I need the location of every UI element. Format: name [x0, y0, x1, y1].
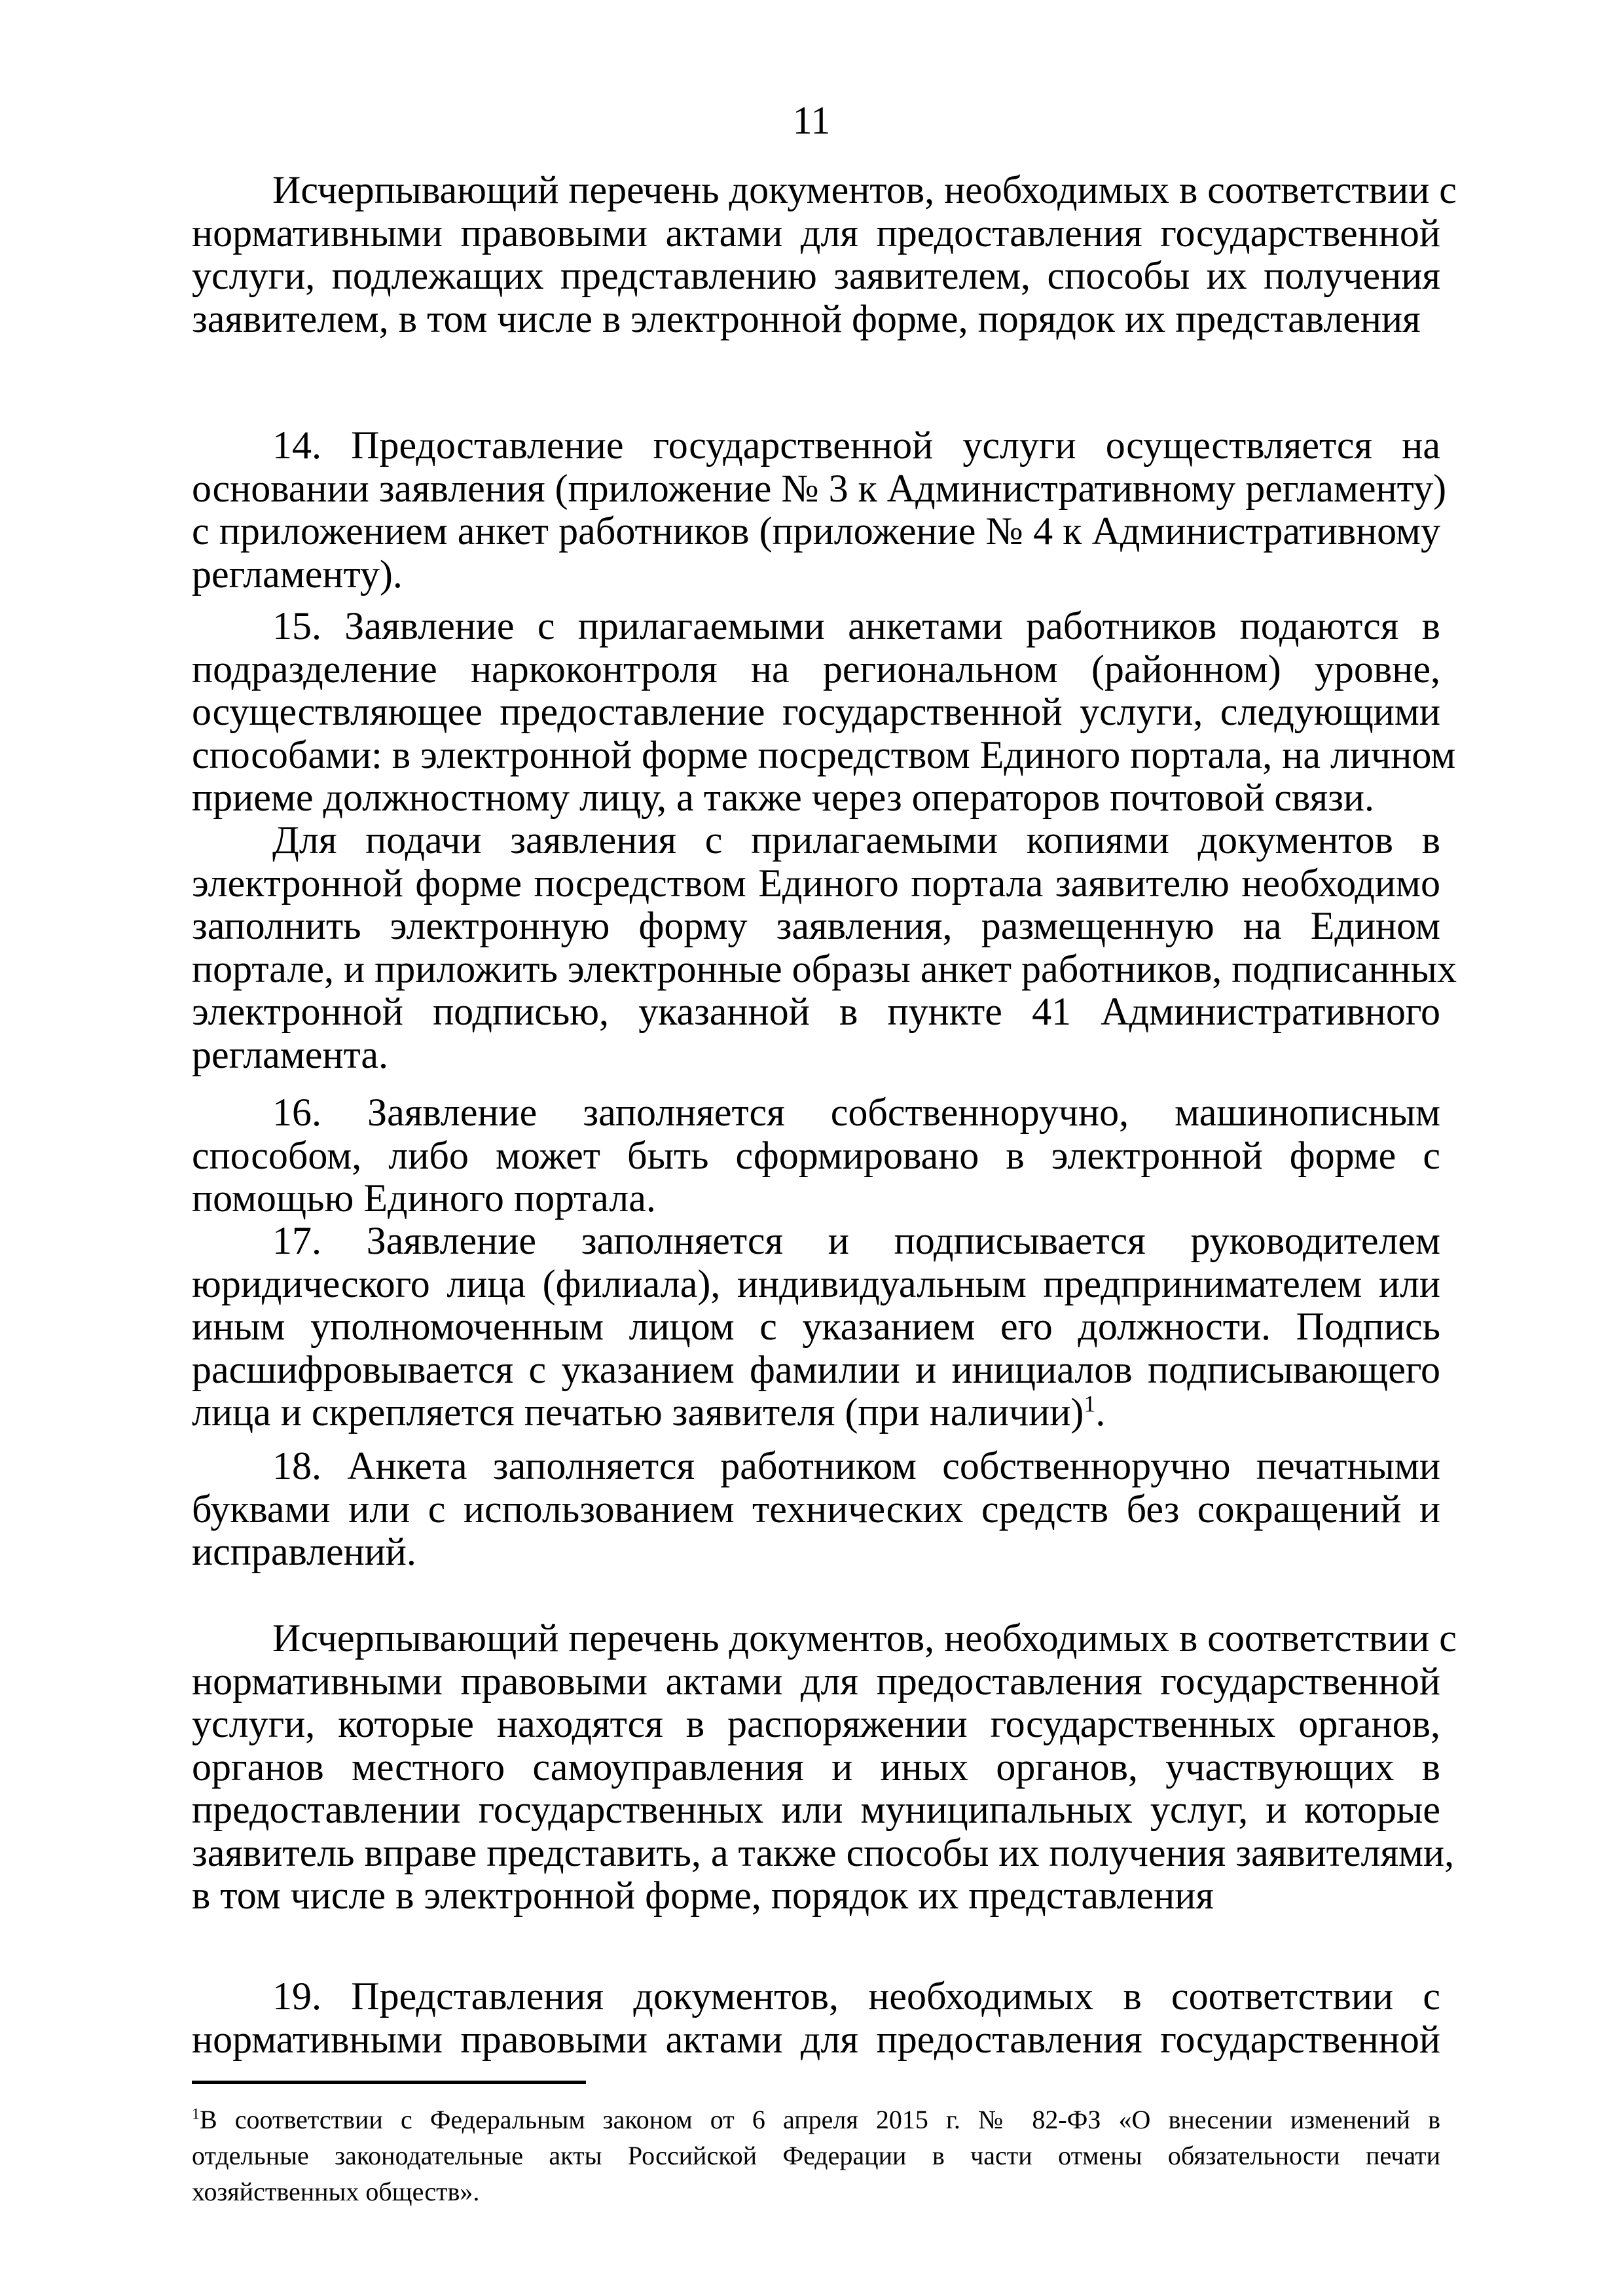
- line-text: электронной форме посредством Единого портала заявителю необходимо: [192, 861, 1440, 905]
- line-text: электронной подписью, указанной в пункте 41 Административного: [192, 990, 1440, 1033]
- text-line: [192, 1305, 1440, 1349]
- paragraph-15: [192, 604, 1456, 820]
- text-line: [192, 819, 1440, 862]
- line-text: в том числе в электронной форме, порядок их представления: [192, 1874, 1214, 1917]
- text-line: [192, 1349, 1440, 1392]
- line-text: иным уполномоченным лицом с указанием его должности. Подпись: [192, 1305, 1440, 1348]
- paragraph-14: [192, 424, 1447, 596]
- line-text: 17. Заявление заполняется и подписывается руководителем: [272, 1219, 1440, 1262]
- text-line: [192, 1263, 1440, 1306]
- line-text: 16. Заявление заполняется собственноручно, машинописным: [272, 1091, 1440, 1134]
- text-line: [192, 466, 1447, 511]
- paragraph-15-electronic: [192, 818, 1457, 1076]
- text-line: [192, 2018, 1440, 2062]
- text-line: [192, 1660, 1440, 1704]
- text-line: [192, 1746, 1440, 1789]
- text-line: [192, 1831, 1455, 1875]
- text-line: [192, 648, 1440, 691]
- line-text: подразделение наркоконтроля на региональном (районном) уровне,: [192, 647, 1440, 691]
- footnote-line: [192, 2138, 1440, 2174]
- line-text: основании заявления (приложение № 3 к Административному регламенту): [192, 466, 1447, 510]
- text-line: [192, 733, 1456, 777]
- footnote-ref: 1: [1084, 1391, 1096, 1417]
- text-line: [192, 212, 1440, 255]
- paragraph-19: [192, 1975, 1440, 2061]
- line-text: исправлений.: [192, 1530, 416, 1573]
- text-line: [192, 298, 1440, 341]
- paragraph-16: [192, 1091, 1440, 1220]
- line-text: Исчерпывающий перечень документов, необходимых в соответствии с: [272, 1616, 1457, 1660]
- line-text: осуществляющее предоставление государственной услуги, следующими: [192, 690, 1440, 733]
- page-number: 11: [792, 99, 831, 142]
- heading-optional-documents: [192, 1616, 1457, 1918]
- line-text: хозяйственных обществ».: [192, 2177, 480, 2206]
- line-text: юридического лица (филиала), индивидуальным предпринимателем или: [192, 1262, 1440, 1305]
- text-line: [192, 255, 1440, 298]
- line-text: нормативными правовыми актами для предоставления государственной: [192, 1659, 1440, 1703]
- text-line: [192, 1789, 1440, 1832]
- text-line: [192, 1391, 1440, 1434]
- text-line: [192, 1531, 1440, 1574]
- line-text: заявителем, в том числе в электронной форме, порядок их представления: [192, 297, 1421, 340]
- paragraph-18: [192, 1445, 1440, 1574]
- line-text: портале, и приложить электронные образы анкет работников, подписанных: [192, 947, 1457, 991]
- text-line: [192, 424, 1440, 467]
- line-text: с приложением анкет работников (приложение № 4 к Административному: [192, 509, 1440, 553]
- text-line: [192, 1703, 1440, 1746]
- line-text: регламенту).: [192, 552, 403, 596]
- text-line: [192, 1445, 1440, 1488]
- text-line: [192, 776, 1440, 820]
- line-text: заявитель вправе представить, а также способы их получения заявителями,: [192, 1831, 1455, 1874]
- punctuation: .: [1095, 1391, 1106, 1434]
- footnote: [192, 2102, 1440, 2210]
- footnote-separator: [192, 2081, 586, 2084]
- text-line: [192, 1488, 1440, 1531]
- line-text: услуги, которые находятся в распоряжении государственных органов,: [192, 1702, 1440, 1745]
- footnote-line: [192, 2102, 1440, 2138]
- line-text: расшифровывается с указанием фамилии и инициалов подписывающего: [192, 1347, 1440, 1391]
- line-text: 14. Предоставление государственной услуги осуществляется на: [272, 424, 1440, 467]
- line-text: приеме должностному лицу, а также через операторов почтовой связи.: [192, 776, 1375, 819]
- text-line: [192, 1975, 1440, 2018]
- text-line: [192, 1135, 1440, 1178]
- line-text: регламента.: [192, 1032, 389, 1076]
- line-text: Для подачи заявления с прилагаемыми копиями документов в: [272, 818, 1440, 862]
- text-line: [192, 168, 1457, 212]
- line-text: Исчерпывающий перечень документов, необходимых в соответствии с: [272, 168, 1457, 211]
- heading-required-documents: [192, 168, 1457, 340]
- line-text: отдельные законодательные акты Российской Федерации в части отмены обязательности печати: [192, 2141, 1440, 2170]
- line-text: способом, либо может быть сформировано в электронной форме с: [192, 1133, 1440, 1177]
- text-line: [192, 1177, 1440, 1220]
- line-text: 15. Заявление с прилагаемыми анкетами работников подаются в: [272, 604, 1440, 647]
- text-line: [192, 1220, 1440, 1263]
- line-text: лица и скрепляется печатью заявителя (при наличии): [192, 1391, 1084, 1434]
- text-line: [192, 605, 1440, 648]
- text-line: [192, 1034, 1440, 1077]
- line-text: 18. Анкета заполняется работником собственноручно печатными: [272, 1444, 1440, 1487]
- line-text: органов местного самоуправления и иных органов, участвующих в: [192, 1745, 1440, 1789]
- line-text: услуги, подлежащих представлению заявителем, способы их получения: [192, 254, 1440, 297]
- line-text: заполнить электронную форму заявления, размещенную на Едином: [192, 904, 1440, 947]
- line-text: нормативными правовыми актами для предоставления государственной: [192, 2017, 1440, 2061]
- text-line: [192, 510, 1440, 553]
- text-line: [192, 1616, 1457, 1660]
- text-line: [192, 905, 1440, 948]
- text-line: [192, 991, 1440, 1034]
- text-line: [192, 862, 1440, 905]
- line-text: буквами или с использованием технических средств без сокращений и: [192, 1487, 1440, 1531]
- line-text: нормативными правовыми актами для предоставления государственной: [192, 211, 1440, 255]
- text-line: [192, 947, 1457, 991]
- text-line: [192, 553, 1440, 596]
- text-line: [192, 1874, 1440, 1918]
- paragraph-17: [192, 1220, 1440, 1434]
- text-line: [192, 691, 1440, 734]
- line-text: предоставлении государственных или муниципальных услуг, и которые: [192, 1788, 1440, 1831]
- line-text: помощью Единого портала.: [192, 1176, 656, 1220]
- line-text: 19. Представления документов, необходимых в соответствии с: [272, 1975, 1440, 2018]
- footnote-line: [192, 2174, 1440, 2210]
- footnote-mark: 1: [192, 2105, 200, 2123]
- line-text: способами: в электронной форме посредством Единого портала, на личном: [192, 733, 1456, 776]
- text-line: [192, 1091, 1440, 1135]
- line-text: В соответствии с Федеральным законом от 6 апреля 2015 г. № 82-ФЗ «О внесении изменений в: [200, 2105, 1440, 2134]
